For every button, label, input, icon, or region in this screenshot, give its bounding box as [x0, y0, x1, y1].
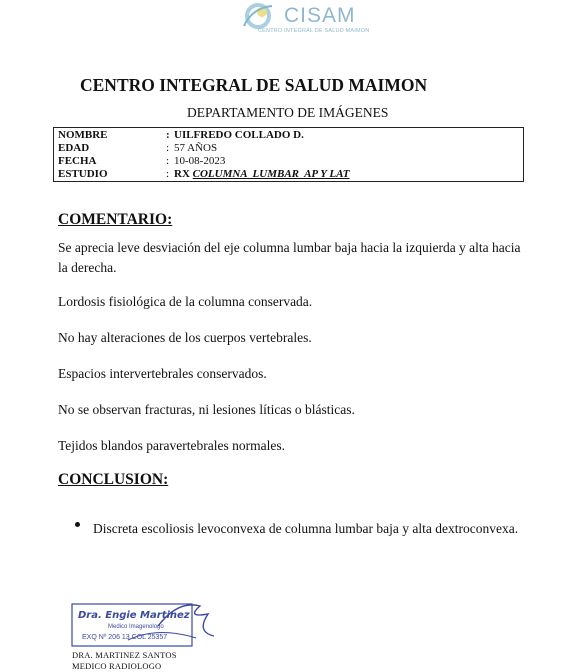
cisam-logo	[232, 0, 370, 38]
patient-info-box	[53, 127, 524, 182]
signature-title: MEDICO RADIOLOGO	[72, 661, 162, 671]
label-fecha: FECHA	[58, 155, 97, 167]
colon: :	[166, 155, 170, 167]
comentario-paragraph: Tejidos blandos paravertebrales normales.	[58, 438, 285, 453]
colon: :	[166, 168, 170, 180]
value-nombre: UILFREDO COLLADO D.	[174, 129, 304, 141]
signature-name: DRA. MARTINEZ SANTOS	[72, 650, 177, 660]
bullet-icon	[75, 522, 80, 527]
logo-brand: CISAM	[284, 4, 356, 27]
value-edad: 57 AÑOS	[174, 142, 218, 154]
comentario-paragraph: No se observan fracturas, ni lesiones líticas o blásticas.	[58, 402, 355, 417]
comentario-paragraph: Se aprecia leve desviación del eje columna lumbar baja hacia la izquierda y alta hacia la derecha.	[58, 240, 521, 275]
stamp-role: Medico Imagenologo	[108, 624, 164, 630]
department-name: DEPARTAMENTO DE IMÁGENES	[187, 105, 389, 120]
comentario-paragraph: No hay alteraciones de los cuerpos vertebrales.	[58, 330, 312, 345]
doctor-stamp	[68, 596, 218, 648]
label-nombre: NOMBRE	[58, 129, 108, 141]
label-estudio: ESTUDIO	[58, 168, 108, 180]
document-title: CENTRO INTEGRAL DE SALUD MAIMON	[80, 75, 428, 95]
stamp-name: Dra. Engie Martinez	[78, 610, 190, 621]
comentario-paragraph: Espacios intervertebrales conservados.	[58, 366, 267, 381]
colon: :	[166, 142, 170, 154]
estudio-name: COLUMNA LUMBAR AP Y LAT	[192, 168, 350, 180]
comentario-paragraph: Lordosis fisiológica de la columna conservada.	[58, 294, 313, 309]
conclusion-item: Discreta escoliosis levoconvexa de columna lumbar baja y alta dextroconvexa.	[93, 521, 519, 536]
conclusion-heading: CONCLUSION:	[58, 471, 169, 488]
estudio-prefix: RX	[174, 168, 193, 180]
logo-subtitle: CENTRO INTEGRAL DE SALUD MAIMON	[258, 28, 370, 34]
stamp-ids: EXQ Nº 206 13 COL 25357	[82, 634, 168, 641]
label-edad: EDAD	[58, 142, 90, 154]
colon: :	[166, 129, 170, 141]
value-estudio	[174, 168, 350, 181]
comentario-heading: COMENTARIO:	[58, 211, 173, 228]
value-fecha: 10-08-2023	[174, 155, 226, 167]
